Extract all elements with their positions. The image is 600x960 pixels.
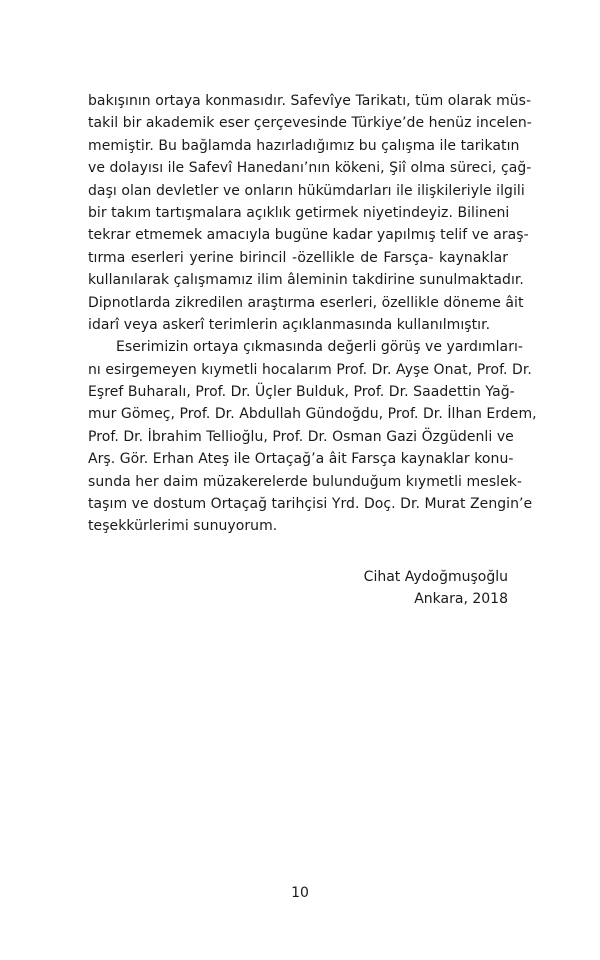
body-text	[88, 90, 537, 538]
paragraph-1	[88, 90, 532, 336]
text-line: memiştir. Bu bağlamda hazırladığımız bu çalışma ile tarikatın	[88, 137, 520, 154]
page-number: 10	[291, 885, 309, 901]
text-line: bir takım tartışmalara açıklık getirmek niyetindeyiz. Bilineni	[88, 204, 510, 221]
text-line: mur Gömeç, Prof. Dr. Abdullah Gündoğdu, Prof. Dr. İlhan Erdem,	[88, 406, 537, 423]
text-line: Arş. Gör. Erhan Ateş ile Ortaçağ’a âit Farsça kaynaklar konu-	[88, 451, 514, 468]
text-line: tırma eserleri yerine birincil -özellikle de Farsça- kaynaklar	[88, 249, 508, 266]
text-line: nı esirgemeyen kıymetli hocalarım Prof. Dr. Ayşe Onat, Prof. Dr.	[88, 361, 532, 378]
text-line: idarî veya askerî terimlerin açıklanmasında kullanılmıştır.	[88, 316, 491, 333]
text-line: Eşref Buharalı, Prof. Dr. Üçler Bulduk, Prof. Dr. Saadettin Yağ-	[88, 384, 515, 401]
signature-block	[364, 566, 508, 611]
place-date: Ankara, 2018	[414, 591, 508, 608]
text-line: Prof. Dr. İbrahim Tellioğlu, Prof. Dr. Osman Gazi Özgüdenli ve	[88, 428, 514, 445]
text-line: daşı olan devletler ve onların hükümdarları ile ilişkileriyle ilgili	[88, 182, 525, 199]
text-line: ve dolayısı ile Safevî Hanedanı’nın kökeni, Şiî olma süreci, çağ-	[88, 160, 532, 177]
author-name: Cihat Aydoğmuşoğlu	[363, 569, 508, 585]
text-line: teşekkürlerimi sunuyorum.	[88, 518, 278, 535]
paragraph-2	[88, 336, 537, 538]
text-line: bakışının ortaya konmasıdır. Safevîye Tarikatı, tüm olarak müs-	[88, 93, 532, 109]
text-line: tekrar etmemek amacıyla bugüne kadar yapılmış telif ve araş-	[88, 227, 529, 244]
text-line: kullanılarak çalışmamız ilim âleminin takdirine sunulmaktadır.	[88, 272, 524, 289]
text-line: takil bir akademik eser çerçevesinde Türkiye’de henüz incelen-	[88, 115, 532, 132]
text-line: Dipnotlarda zikredilen araştırma eserleri, özellikle döneme âit	[88, 294, 524, 311]
text-line: taşım ve dostum Ortaçağ tarihçisi Yrd. Doç. Dr. Murat Zengin’e	[88, 496, 533, 513]
text-line: Eserimizin ortaya çıkmasında değerli görüş ve yardımları-	[116, 339, 524, 356]
text-line: sunda her daim müzakerelerde bulunduğum kıymetli meslek-	[88, 473, 523, 490]
